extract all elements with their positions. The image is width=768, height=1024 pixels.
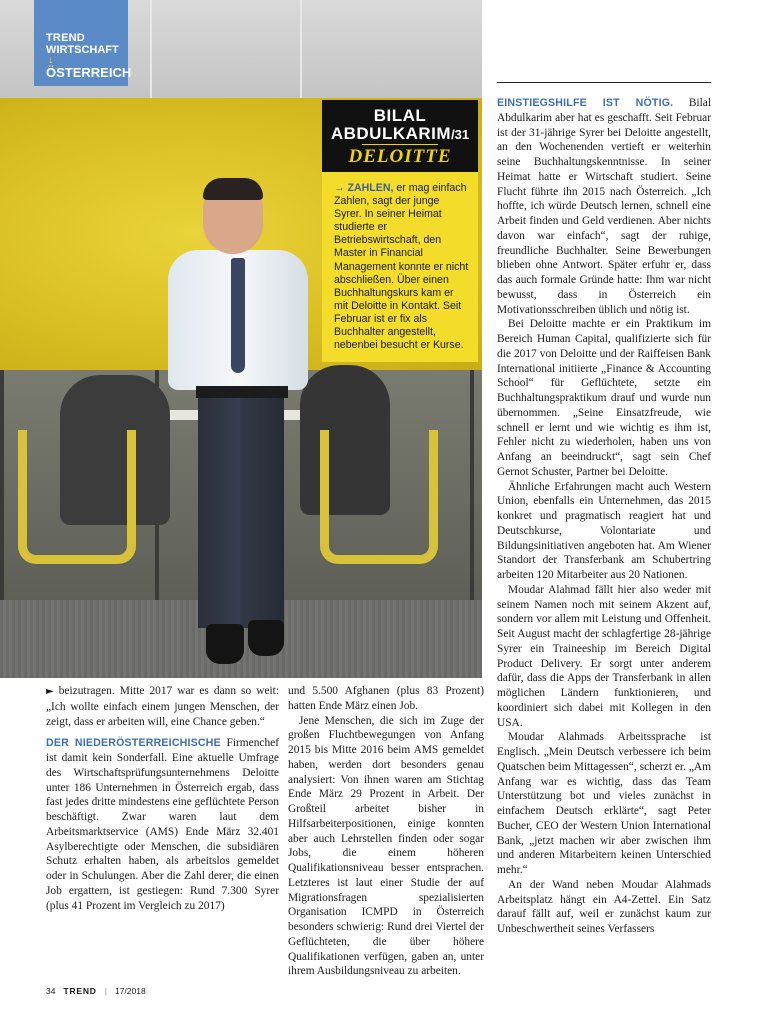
profile-name-box xyxy=(322,100,478,172)
section-tag-line3: ÖSTERREICH xyxy=(46,65,132,80)
photo-trousers xyxy=(240,396,284,628)
photo-chair xyxy=(18,430,136,564)
paragraph-text: Bilal Abdulkarim aber hat es geschafft. Seit Februar ist der 31-jährige Syrer bei Deloitte angestellt, an den Wochenenden vertieft er weiterhin seine Buchhaltungskenntnisse. In seiner Heimat hatte er Wirtschaft studiert. Seine Flucht führte ihn 2015 nach Österreich. „Ich hoffte, ich würde Deutsch lernen, schnell eine Arbeit finden und Geld verdienen. Aber nichts davon war einfach“, sagt der ruhige, freundliche Buchhalter. Seine Bewerbungen blieben ohne Antwort. Später erfuhr er, dass das auch formale Gründe hatte: Ihm war nicht bewusst, dass in Österreich ein Motivationsschreiben üblich und nötig ist. xyxy=(497,97,711,316)
article-column-2 xyxy=(288,684,484,979)
photo-glass-frame xyxy=(0,370,4,600)
paragraph xyxy=(46,684,279,729)
magazine-name: TREND xyxy=(63,986,97,996)
photo-chair xyxy=(320,430,438,564)
profile-last-name: ABDULKARIM xyxy=(330,124,452,143)
footer-separator: | xyxy=(104,986,107,996)
caption-text: er mag einfach Zahlen, sagt der junge Syrer. In seiner Heimat studierte er Betriebswirtschaft, den Master in Financial Management konnte er nicht abschließen. Über einen Buchhaltungskurs kam er mit Deloitte in Kontakt. Seit Februar ist er fix als Buchhalter angestellt, nebenbei besucht er Kurse. xyxy=(334,182,469,352)
section-tag xyxy=(34,0,132,86)
photo-shoe xyxy=(248,620,284,656)
photo-glass-frame xyxy=(470,370,474,600)
paragraph-text: Firmenchef ist damit kein Sonderfall. Eine aktuelle Umfrage des Wirtschaftsprüfungsunternehmens Deloitte unter 186 Unternehmen in Österreich ergab, dass fast jedes dritte mindestens eine geflüchtete Person beschäftigt. Zwar waren laut dem Arbeitsmarktservice (AMS) Ende März 32.401 Asylberechtigte oder Menschen, die subsidiären Schutz erhalten haben, als arbeitslos gemeldet oder in Schulungen. Aber die Zahl derer, die einen Job ergattern, ist gestiegen: Rund 7.300 Syrer (plus 41 Prozent im Vergleich zu 2017) xyxy=(46,737,279,912)
photo-ceiling-line xyxy=(150,0,152,98)
profile-caption xyxy=(322,172,478,362)
column-top-rule xyxy=(497,82,711,83)
paragraph: An der Wand neben Moudar Alahmads Arbeitsplatz hängt ein A4-Zettel. Ein Satz darauf fällt auf, weil er zunächst kaum zur Unbeschwertheit seines Verfassers xyxy=(497,878,711,935)
paragraph: Bei Deloitte machte er ein Praktikum im Bereich Human Capital, qualifizierte sich für die 2017 von Deloitte und der Raiffeisen Bank International initiierte „Finance & Accounting School“ für Geflüchtete, setzte ein Buchhaltungspraktikum drauf und wurde nun übernommen. „Seine Einsatzfreude, wie schnell er lernt und wie wichtig es ihm ist, Fehler nicht zu wiederholen, haben uns von Anfang an beeindruckt“, sagt sein Chef Gernot Schuster, Partner bei Deloitte. xyxy=(497,318,711,478)
paragraph: Moudar Alahmad fällt hier also weder mit seinem Namen noch mit seinem Akzent auf, sondern vor allem mit Leistung und Offenheit. Seit August macht der schlagfertige 28-jährige Syrer ein Traineeship im Bereich Digital Product Delivery. Er sorgt unter anderem dafür, dass die Apps der Transferbank in allen möglichen Ländern funktionieren, und koordiniert sich dabei mit Kollegen in den USA. xyxy=(497,583,711,729)
page-number: 34 xyxy=(46,986,56,996)
photo-ceiling-line xyxy=(300,0,302,98)
photo-trousers xyxy=(198,396,244,628)
profile-divider xyxy=(362,144,438,145)
section-tag-line2: WIRTSCHAFT xyxy=(46,44,119,56)
paragraph: Moudar Alahmads Arbeitssprache ist Englisch. „Mein Deutsch verbessere ich beim Quatschen beim Mittagessen“, scherzt er. „Am Anfang war es wichtig, dass das Team Unterstützung bot und vieles zunächst in einfachem Deutsch erklärte“, sagt Peter Bucher, CEO der Western Union International Bank, „jetzt machen wir aber zwischen ihm und anderen Mitarbeitern keinen Unterschied mehr.“ xyxy=(497,731,711,876)
photo-shoe xyxy=(206,624,244,664)
page-footer xyxy=(46,984,146,998)
continuation-arrow-icon: ► xyxy=(46,686,54,697)
article-column-3 xyxy=(497,96,711,937)
section-tag-line1: TREND xyxy=(46,32,85,44)
subheading: EINSTIEGSHILFE IST NÖTIG. xyxy=(497,97,674,109)
caption-lead: → ZAHLEN, xyxy=(334,182,394,194)
paragraph: Ähnliche Erfahrungen macht auch Western Union, ebenfalls ein Unternehmen, das 2015 konkret und pragmatisch reagiert hat und Deutschkurse, Volontariate und Bildungsinitiativen angeboten hat. Am Wiener Standort der Transferbank am Schubertring arbeiten 120 Mitarbeiter aus 20 Nationen. xyxy=(497,480,711,581)
photo-tie xyxy=(231,258,245,373)
paragraph-text: beizutragen. Mitte 2017 war es dann so weit: „Ich wollte einfach einem jungen Menschen, der zeigt, dass er arbeiten will, eine Chance geben.“ xyxy=(46,685,279,728)
subheading: DER NIEDERÖSTERREICHISCHE xyxy=(46,737,221,750)
paragraph xyxy=(497,96,711,317)
paragraph xyxy=(46,736,279,913)
arrow-down-icon: ↓ xyxy=(48,54,54,66)
photo-belt xyxy=(196,386,288,398)
paragraph: Jene Menschen, die sich im Zuge der großen Fluchtbewegungen von Anfang 2015 bis Mitte 2016 beim AMS gemeldet haben, werden dort besonders genau analysiert: Von ihnen waren am Stichtag Ende März 29 Prozent in Arbeit. Der Großteil arbeitet bisher in Hilfsarbeiterpositionen, einige konnten aber auch Lehrstellen finden oder sogar Jobs, die einem höheren Qualifikationsniveau besser entsprachen. Letzteres ist laut einer Studie der auf Migrationsfragen spezialisierten Organisation ICMPD in Österreich besonders schwierig: Rund drei Viertel der Geflüchteten, die über höhere Qualifikationen verfügen, gaben an, unter ihrem Ausbildungsniveau zu arbeiten. xyxy=(288,714,484,978)
profile-age: /31 xyxy=(451,127,470,142)
photo-hair xyxy=(203,178,263,200)
article-column-1 xyxy=(46,684,279,913)
paragraph: und 5.500 Afghanen (plus 83 Prozent) hatten Ende März einen Job. xyxy=(288,685,484,712)
issue-number: 17/2018 xyxy=(114,986,146,996)
profile-company: DELOITTE xyxy=(348,146,452,167)
profile-first-name: BILAL xyxy=(373,106,427,125)
